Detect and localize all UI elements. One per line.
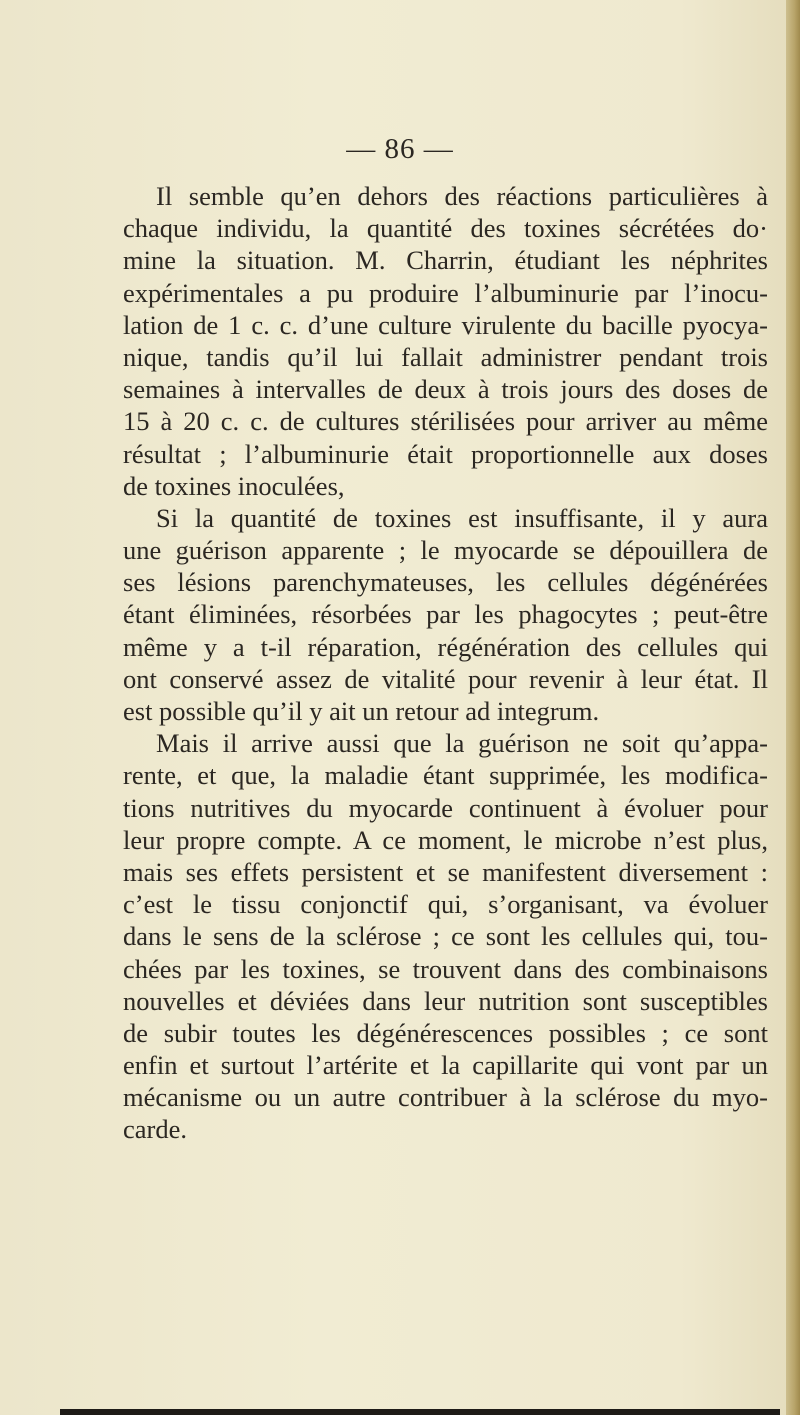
text-line: Il semble qu’en dehors des réactions particulières à — [156, 181, 768, 211]
text-line: rente, et que, la maladie étant supprimée, les modifica- — [123, 760, 768, 791]
text-line: Mais il arrive aussi que la guérison ne soit qu’appa- — [156, 728, 768, 759]
bottom-edge — [60, 1409, 780, 1415]
text-line: Si la quantité de toxines est insuffisante, il y aura — [156, 502, 768, 533]
text-line: résultat ; l’albuminurie était proportionnelle aux doses — [123, 438, 768, 469]
text-line: une guérison apparente ; le myocarde se dépouillera de — [123, 535, 768, 566]
text-line: est possible qu’il y ait un retour ad integrum. — [123, 696, 600, 726]
text-line: même y a t-il réparation, régénération des cellules qui — [123, 631, 768, 662]
text-line: lation de 1 c. c. d’une culture virulente du bacille pyocya- — [123, 309, 768, 340]
page-edge-shadow — [786, 0, 800, 1415]
text-line: de subir toutes les dégénérescences possibles ; ce sont — [123, 1017, 768, 1048]
page-number: — 86 — — [346, 133, 454, 165]
text-line: ses lésions parenchymateuses, les cellules dégénérées — [123, 567, 768, 598]
text-line: carde. — [123, 1114, 187, 1145]
text-line: 15 à 20 c. c. de cultures stérilisées pour arriver au même — [123, 406, 768, 437]
text-line: nouvelles et déviées dans leur nutrition sont susceptibles — [123, 985, 768, 1016]
text-line: chaque individu, la quantité des toxines sécrétées do· — [123, 213, 768, 244]
text-line: de toxines inoculées, — [123, 470, 345, 501]
text-line: ont conservé assez de vitalité pour revenir à leur état. Il — [123, 663, 768, 694]
text-line: mais ses effets persistent et se manifestent diversement : — [123, 856, 768, 887]
text-line: enfin et surtout l’artérite et la capillarite qui vont par un — [123, 1050, 768, 1081]
text-line: mine la situation. M. Charrin, étudiant les néphrites — [123, 245, 768, 276]
text-line: c’est le tissu conjonctif qui, s’organisant, va évoluer — [123, 889, 768, 920]
text-line: dans le sens de la sclérose ; ce sont les cellules qui, tou- — [123, 921, 768, 952]
text-line: expérimentales a pu produire l’albuminurie par l’inocu- — [123, 277, 768, 308]
text-line: tions nutritives du myocarde continuent à évoluer pour — [123, 792, 768, 823]
text-line: leur propre compte. A ce moment, le microbe n’est plus, — [123, 824, 768, 855]
body-text — [123, 180, 768, 1146]
text-line: étant éliminées, résorbées par les phagocytes ; peut-être — [123, 599, 768, 630]
text-line: nique, tandis qu’il lui fallait administrer pendant trois — [123, 341, 768, 372]
text-line: semaines à intervalles de deux à trois jours des doses de — [123, 374, 768, 405]
text-line: mécanisme ou un autre contribuer à la sclérose du myo- — [123, 1082, 768, 1113]
text-line: chées par les toxines, se trouvent dans des combinaisons — [123, 953, 768, 984]
